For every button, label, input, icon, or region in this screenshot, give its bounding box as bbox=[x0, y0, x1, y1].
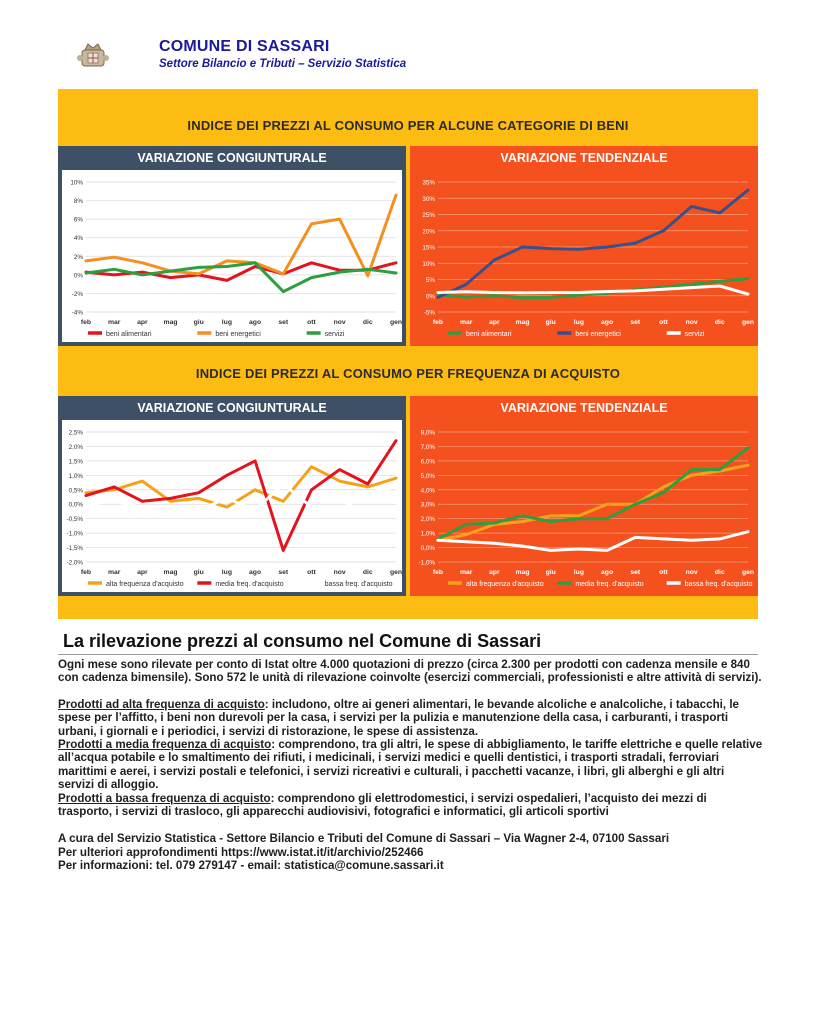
chart-xtick-label: lug bbox=[573, 569, 585, 576]
chart-data-point bbox=[367, 483, 369, 485]
intro-paragraph: Ogni mese sono rilevate per conto di Istat oltre 4.000 quotazioni di prezzo (circa 2.300 per prodotti con cadenza mensile e 840 con cadenza bimensile). Sono 572 le unità di rilevazione coinvolte (esercizi commerciali, professionisti e altre attività di servizi). bbox=[58, 658, 762, 685]
chart-xtick-label: giu bbox=[545, 319, 556, 326]
chart-xtick-label: ott bbox=[307, 319, 316, 326]
city-crest-logo bbox=[76, 40, 110, 70]
chart-data-point bbox=[311, 223, 313, 225]
chart-data-point bbox=[493, 542, 495, 544]
media-frequenza-label: Prodotti a media frequenza di acquisto bbox=[58, 738, 272, 752]
chart-xtick-label: nov bbox=[333, 569, 346, 576]
chart-ytick-label: 15% bbox=[422, 244, 435, 252]
chart-xtick-label: giu bbox=[193, 569, 204, 576]
chart-ytick-label: 7,0% bbox=[420, 443, 435, 451]
chart-xtick-label: dic bbox=[362, 319, 373, 326]
chart-data-point bbox=[226, 474, 228, 476]
bassa-frequenza-label: Prodotti a bassa frequenza di acquisto bbox=[58, 791, 271, 805]
chart-data-point bbox=[282, 273, 284, 275]
chart-data-point bbox=[226, 260, 228, 262]
chart-data-point bbox=[170, 500, 172, 502]
chart-data-point bbox=[395, 477, 397, 479]
chart-ytick-label: -1,0% bbox=[66, 530, 83, 538]
chart-ytick-label: -5% bbox=[423, 309, 435, 317]
chart-xtick-label: dic bbox=[362, 569, 373, 576]
chart-xtick-label: ott bbox=[659, 569, 668, 576]
chart-data-point bbox=[113, 486, 115, 488]
chart-data-point bbox=[254, 266, 256, 268]
chart-xtick-label: mag bbox=[163, 569, 178, 576]
chart-data-point bbox=[226, 266, 228, 268]
chart-data-point bbox=[85, 272, 87, 274]
chart-ytick-label: 0% bbox=[73, 272, 83, 280]
legend-label: servizi bbox=[324, 331, 345, 338]
chart-tendenziale-frequenza bbox=[410, 396, 758, 596]
chart-data-point bbox=[367, 492, 369, 494]
alta-frequenza-text: : includono, oltre ai generi alimentari, le bevande alcoliche e analcoliche, i tabacchi, le spese per l’affitto, i beni non durevoli per la casa, i servizi per la pulizia e manutenzione della casa, i carburanti, i trasporti urbani, i giornali e i periodici, i servizi di ristorazione, le spese di assistenza. bbox=[58, 697, 739, 738]
chart-plot-area bbox=[414, 170, 754, 342]
chart-ytick-label: 2,5% bbox=[68, 429, 83, 437]
chart-ytick-label: 30% bbox=[422, 195, 435, 203]
chart-data-point bbox=[85, 503, 87, 505]
chart-xtick-label: set bbox=[630, 319, 641, 326]
body-text bbox=[58, 658, 763, 873]
chart-data-point bbox=[522, 521, 524, 523]
chart-data-point bbox=[85, 495, 87, 497]
chart-tendenziale-categorie bbox=[410, 146, 758, 346]
chart-data-point bbox=[254, 262, 256, 264]
chart-data-point bbox=[691, 283, 693, 285]
chart-data-point bbox=[663, 288, 665, 290]
chart-xtick-label: set bbox=[630, 569, 641, 576]
chart-ytick-label: 25% bbox=[422, 212, 435, 219]
chart-data-point bbox=[634, 537, 636, 539]
chart-data-point bbox=[282, 550, 284, 552]
media-frequenza-text: : comprendono, tra gli altri, le spese di abbigliamento, le tariffe elettriche e quelle relative all’acqua potabile e lo smaltimento dei rifiuti, i medicinali, i servizi medici e quelli dentistici, i trasporti stradali, ferroviari marittimi e aerei, i servizi postali e telefonici, i servizi ricreativi e culturali, i pacchetti vacanze, i libri, gli alberghi e gli altri servizi di alloggio. bbox=[58, 738, 763, 792]
chart-data-point bbox=[141, 500, 143, 502]
chart-xtick-label: mag bbox=[163, 319, 178, 326]
chart-data-point bbox=[634, 290, 636, 292]
chart-data-point bbox=[282, 500, 284, 502]
legend-label: bassa freq. d'acquisto bbox=[684, 581, 753, 588]
chart-xtick-label: mar bbox=[459, 319, 473, 326]
chart-data-point bbox=[550, 248, 552, 250]
chart-ytick-label: 5,0% bbox=[420, 472, 435, 480]
chart-plot-area bbox=[62, 420, 402, 592]
section-title-categories: INDICE DEI PREZZI AL CONSUMO PER ALCUNE CATEGORIE DI BENI bbox=[187, 118, 629, 133]
chart-svg bbox=[410, 396, 758, 596]
chart-data-point bbox=[254, 509, 256, 511]
chart-ytick-label: -0,5% bbox=[66, 516, 83, 524]
chart-data-point bbox=[578, 292, 580, 294]
chart-data-point bbox=[522, 246, 524, 248]
chart-data-point bbox=[367, 275, 369, 277]
chart-data-point bbox=[578, 548, 580, 550]
chart-data-point bbox=[198, 273, 200, 275]
chart-data-point bbox=[311, 489, 313, 491]
chart-data-point bbox=[339, 469, 341, 471]
legend-label: bassa freq. d'acquisto bbox=[324, 581, 393, 588]
chart-data-point bbox=[141, 262, 143, 264]
chart-data-point bbox=[465, 283, 467, 285]
section-title-frequency: INDICE DEI PREZZI AL CONSUMO PER FREQUENZA DI ACQUISTO bbox=[195, 366, 621, 381]
legend-label: media freq. d'acquisto bbox=[575, 581, 644, 588]
chart-data-point bbox=[747, 531, 749, 533]
chart-title: VARIAZIONE TENDENZIALE bbox=[500, 151, 668, 165]
chart-data-point bbox=[254, 489, 256, 491]
chart-xtick-label: giu bbox=[545, 569, 556, 576]
chart-xtick-label: ago bbox=[601, 319, 614, 326]
chart-data-point bbox=[339, 480, 341, 482]
chart-data-point bbox=[170, 498, 172, 500]
chart-xtick-label: ago bbox=[249, 319, 262, 326]
chart-data-point bbox=[282, 291, 284, 293]
chart-xtick-label: ago bbox=[249, 569, 262, 576]
alta-frequenza-label: Prodotti ad alta frequenza di acquisto bbox=[58, 697, 265, 711]
chart-data-point bbox=[437, 539, 439, 541]
chart-ytick-label: 20% bbox=[422, 228, 435, 236]
chart-data-point bbox=[226, 506, 228, 508]
chart-data-point bbox=[198, 492, 200, 494]
chart-data-point bbox=[85, 260, 87, 262]
chart-xtick-label: set bbox=[278, 569, 289, 576]
chart-data-point bbox=[719, 538, 721, 540]
chart-data-point bbox=[522, 297, 524, 299]
chart-xtick-label: lug bbox=[573, 319, 585, 326]
footer-contacts: Per informazioni: tel. 079 279147 - email: statistica@comune.sassari.it bbox=[58, 859, 444, 873]
chart-plot-area bbox=[414, 420, 754, 592]
chart-ytick-label: 5% bbox=[425, 277, 435, 284]
chart-data-point bbox=[747, 278, 749, 280]
chart-xtick-label: ott bbox=[307, 569, 316, 576]
chart-data-point bbox=[606, 503, 608, 505]
chart-ytick-label: -2% bbox=[71, 290, 83, 298]
chart-data-point bbox=[634, 242, 636, 244]
footer-credits: A cura del Servizio Statistica - Settore Bilancio e Tributi del Comune di Sassari – Via Wagner 2-4, 07100 Sassari bbox=[58, 832, 670, 846]
chart-data-point bbox=[663, 492, 665, 494]
chart-data-point bbox=[747, 189, 749, 191]
chart-data-point bbox=[522, 292, 524, 294]
chart-title: VARIAZIONE TENDENZIALE bbox=[500, 401, 668, 415]
chart-ytick-label: 0% bbox=[425, 293, 435, 301]
chart-data-point bbox=[311, 262, 313, 264]
chart-data-point bbox=[395, 486, 397, 488]
chart-data-point bbox=[395, 272, 397, 274]
chart-data-point bbox=[493, 259, 495, 261]
chart-data-point bbox=[606, 518, 608, 520]
main-heading: La rilevazione prezzi al consumo nel Comune di Sassari bbox=[63, 631, 542, 651]
chart-data-point bbox=[113, 489, 115, 491]
chart-xtick-label: mar bbox=[459, 569, 473, 576]
legend-label: alta frequenza d'acquisto bbox=[106, 581, 184, 588]
chart-data-point bbox=[522, 545, 524, 547]
chart-ytick-label: 0,0% bbox=[68, 501, 83, 509]
legend-label: media freq. d'acquisto bbox=[215, 581, 284, 588]
chart-data-point bbox=[141, 274, 143, 276]
chart-xtick-label: nov bbox=[685, 569, 698, 576]
chart-data-point bbox=[578, 518, 580, 520]
chart-svg bbox=[410, 146, 758, 346]
chart-data-point bbox=[437, 292, 439, 294]
legend-label: beni alimentari bbox=[106, 331, 152, 338]
chart-ytick-label: -1,0% bbox=[418, 559, 435, 567]
chart-data-point bbox=[465, 541, 467, 543]
chart-ytick-label: 8% bbox=[73, 198, 83, 206]
chart-data-point bbox=[311, 277, 313, 279]
chart-xtick-label: nov bbox=[333, 319, 346, 326]
chart-xtick-label: ott bbox=[659, 319, 668, 326]
chart-ytick-label: 8,0% bbox=[420, 429, 435, 437]
chart-data-point bbox=[691, 469, 693, 471]
chart-data-point bbox=[85, 492, 87, 494]
chart-data-point bbox=[465, 524, 467, 526]
chart-xtick-label: lug bbox=[221, 569, 233, 576]
chart-ytick-label: 10% bbox=[70, 179, 83, 187]
legend-label: servizi bbox=[684, 331, 705, 338]
chart-xtick-label: set bbox=[278, 319, 289, 326]
chart-ytick-label: 2% bbox=[73, 253, 83, 261]
chart-data-point bbox=[465, 534, 467, 536]
chart-ytick-label: 1,0% bbox=[68, 472, 83, 480]
chart-xtick-label: feb bbox=[80, 319, 92, 326]
chart-congiunturale-frequenza bbox=[58, 396, 406, 596]
chart-ytick-label: 0,5% bbox=[68, 487, 83, 495]
chart-xtick-label: mag bbox=[515, 319, 530, 326]
chart-xtick-label: feb bbox=[432, 319, 444, 326]
chart-xtick-label: feb bbox=[80, 569, 92, 576]
chart-ytick-label: 0,0% bbox=[420, 545, 435, 553]
chart-xtick-label: apr bbox=[489, 319, 500, 326]
chart-data-point bbox=[113, 274, 115, 276]
chart-data-point bbox=[663, 230, 665, 232]
chart-data-point bbox=[606, 246, 608, 248]
chart-data-point bbox=[170, 270, 172, 272]
chart-svg bbox=[58, 396, 406, 596]
media-frequenza-paragraph bbox=[58, 738, 763, 792]
chart-ytick-label: -4% bbox=[71, 309, 83, 317]
chart-data-point bbox=[663, 486, 665, 488]
chart-data-point bbox=[747, 464, 749, 466]
chart-data-point bbox=[395, 440, 397, 442]
org-subtitle: Settore Bilancio e Tributi – Servizio Statistica bbox=[159, 58, 407, 70]
chart-title: VARIAZIONE CONGIUNTURALE bbox=[137, 151, 327, 165]
chart-congiunturale-categorie bbox=[58, 146, 406, 346]
chart-data-point bbox=[634, 503, 636, 505]
chart-data-point bbox=[465, 296, 467, 298]
chart-data-point bbox=[113, 500, 115, 502]
alta-frequenza-paragraph bbox=[58, 698, 763, 738]
chart-data-point bbox=[691, 474, 693, 476]
chart-data-point bbox=[578, 515, 580, 517]
chart-xtick-label: mar bbox=[107, 319, 121, 326]
chart-ytick-label: 10% bbox=[422, 260, 435, 268]
chart-data-point bbox=[606, 291, 608, 293]
chart-data-point bbox=[465, 291, 467, 293]
chart-xtick-label: gen bbox=[741, 319, 755, 326]
heading-divider bbox=[58, 654, 758, 655]
chart-xtick-label: lug bbox=[221, 319, 233, 326]
chart-data-point bbox=[493, 295, 495, 297]
chart-ytick-label: 6% bbox=[73, 216, 83, 224]
chart-data-point bbox=[522, 515, 524, 517]
chart-data-point bbox=[339, 509, 341, 511]
chart-data-point bbox=[437, 294, 439, 296]
chart-ytick-label: 2,0% bbox=[68, 443, 83, 451]
bassa-frequenza-paragraph bbox=[58, 792, 763, 819]
chart-data-point bbox=[339, 218, 341, 220]
chart-data-point bbox=[339, 271, 341, 273]
chart-data-point bbox=[578, 248, 580, 250]
chart-data-point bbox=[170, 506, 172, 508]
chart-data-point bbox=[550, 515, 552, 517]
chart-ytick-label: 1,5% bbox=[68, 458, 83, 466]
chart-xtick-label: feb bbox=[432, 569, 444, 576]
charts-panel bbox=[58, 89, 758, 619]
chart-data-point bbox=[367, 268, 369, 270]
chart-ytick-label: 35% bbox=[422, 179, 435, 187]
chart-svg bbox=[58, 146, 406, 346]
chart-data-point bbox=[691, 539, 693, 541]
chart-data-point bbox=[550, 550, 552, 552]
chart-data-point bbox=[226, 280, 228, 282]
chart-xtick-label: apr bbox=[137, 569, 148, 576]
chart-data-point bbox=[254, 460, 256, 462]
chart-xtick-label: nov bbox=[685, 319, 698, 326]
legend-label: beni alimentari bbox=[466, 331, 512, 338]
chart-xtick-label: apr bbox=[489, 569, 500, 576]
chart-data-point bbox=[198, 509, 200, 511]
chart-data-point bbox=[550, 292, 552, 294]
legend-label: beni energetici bbox=[215, 331, 261, 338]
chart-data-point bbox=[663, 538, 665, 540]
chart-data-point bbox=[226, 498, 228, 500]
chart-data-point bbox=[141, 506, 143, 508]
chart-ytick-label: -1,5% bbox=[66, 545, 83, 553]
chart-ytick-label: -2,0% bbox=[66, 559, 83, 567]
chart-data-point bbox=[719, 285, 721, 287]
chart-title: VARIAZIONE CONGIUNTURALE bbox=[137, 401, 327, 415]
chart-xtick-label: mag bbox=[515, 569, 530, 576]
chart-data-point bbox=[747, 447, 749, 449]
chart-data-point bbox=[395, 194, 397, 196]
chart-data-point bbox=[550, 296, 552, 298]
chart-xtick-label: apr bbox=[137, 319, 148, 326]
chart-ytick-label: 4,0% bbox=[420, 487, 435, 495]
chart-data-point bbox=[747, 293, 749, 295]
chart-data-point bbox=[493, 292, 495, 294]
chart-data-point bbox=[141, 480, 143, 482]
chart-data-point bbox=[311, 466, 313, 468]
chart-xtick-label: gen bbox=[389, 319, 403, 326]
chart-data-point bbox=[550, 521, 552, 523]
chart-data-point bbox=[578, 294, 580, 296]
chart-xtick-label: dic bbox=[714, 569, 725, 576]
chart-data-point bbox=[395, 262, 397, 264]
chart-xtick-label: ago bbox=[601, 569, 614, 576]
chart-xtick-label: mar bbox=[107, 569, 121, 576]
chart-data-point bbox=[170, 277, 172, 279]
chart-data-point bbox=[719, 469, 721, 471]
chart-data-point bbox=[691, 205, 693, 207]
legend-label: alta frequenza d'acquisto bbox=[466, 581, 544, 588]
chart-data-point bbox=[606, 550, 608, 552]
chart-data-point bbox=[141, 271, 143, 273]
chart-data-point bbox=[719, 212, 721, 214]
chart-xtick-label: giu bbox=[193, 319, 204, 326]
org-title: COMUNE DI SASSARI bbox=[159, 38, 330, 55]
chart-data-point bbox=[113, 256, 115, 258]
legend-label: beni energetici bbox=[575, 331, 621, 338]
chart-ytick-label: 2,0% bbox=[420, 516, 435, 524]
chart-xtick-label: gen bbox=[741, 569, 755, 576]
chart-data-point bbox=[719, 281, 721, 283]
chart-data-point bbox=[691, 287, 693, 289]
chart-xtick-label: dic bbox=[714, 319, 725, 326]
chart-data-point bbox=[198, 267, 200, 269]
chart-ytick-label: 3,0% bbox=[420, 501, 435, 509]
chart-data-point bbox=[493, 522, 495, 524]
chart-data-point bbox=[198, 498, 200, 500]
chart-data-point bbox=[311, 506, 313, 508]
chart-xtick-label: gen bbox=[389, 569, 403, 576]
chart-ytick-label: 6,0% bbox=[420, 458, 435, 466]
chart-data-point bbox=[113, 268, 115, 270]
chart-data-point bbox=[437, 296, 439, 298]
chart-ytick-label: 1,0% bbox=[420, 530, 435, 538]
chart-ytick-label: 4% bbox=[73, 235, 83, 243]
bassa-frequenza-text: : comprendono gli elettrodomestici, i servizi ospedalieri, l’acquisto dei mezzi di trasporto, i servizi di trasloco, gli apparecchi audiovisivi, fotografici e informatici, gli articoli sportivi bbox=[58, 791, 707, 819]
chart-data-point bbox=[282, 483, 284, 485]
chart-data-point bbox=[367, 486, 369, 488]
footer-link[interactable]: Per ulteriori approfondimenti https://www.istat.it/it/archivio/252466 bbox=[58, 845, 424, 859]
